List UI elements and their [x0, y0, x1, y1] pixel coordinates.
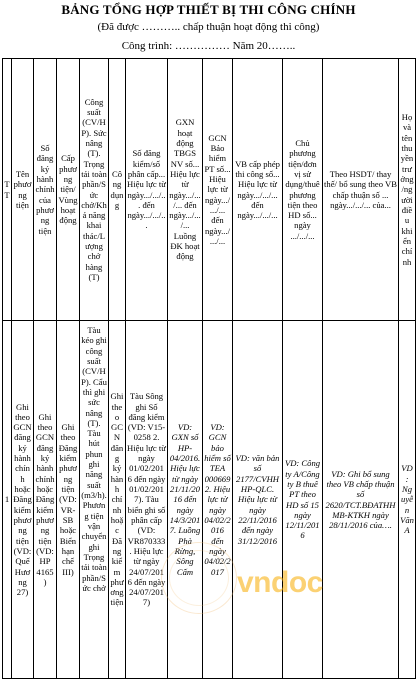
- header-class: Cấp phương tiện/ Vùng hoạt động: [57, 59, 80, 321]
- cell-permit: VD: văn bản số 2177/CVHH HP-QLC. Hiệu lực từ ngày 22/11/2016 đến ngày 31/12/2016: [233, 321, 283, 679]
- cell-inspection: Tàu Sông ghi Số đăng kiểm (VD: V15-0258 2. Hiệu lực từ ngày 01/02/2016 đến ngày 01/02/2017). Tàu biển ghi số phân cấp (VD: VR870333. Hiệu lực từ ngày 24/07/2016 đến ngày 24/07/2017): [126, 321, 168, 679]
- cell-registration: Ghi theo GCN đăng ký hành chính hoặc Đăng kiểm phương tiện (VD: HP 4165): [34, 321, 57, 679]
- cell-owner: VD: Công ty A/Công ty B thuê PT theo HD số 15 ngày 12/11/2016: [283, 321, 323, 679]
- cell-stt: 1: [3, 321, 12, 679]
- watermark-text: vndoc: [237, 566, 323, 599]
- header-insurance: GCN Bảo hiểm PT số... Hiệu lực từ ngày.../.../... đến ngày.../.../...: [203, 59, 233, 321]
- document-title: BẢNG TỔNG HỢP THIẾT BỊ THI CÔNG CHÍNH: [61, 2, 356, 17]
- vndoc-watermark-logo: [237, 566, 397, 606]
- project-line: Công trình: …………… Năm 20……..: [121, 40, 296, 52]
- cell-approval: VD: Ghi bổ sung theo VB chấp thuận số 2620/TCT.BĐATHHMB-KTKH ngày 28/11/2016 của….: [323, 321, 399, 679]
- header-usage: Công dụng: [109, 59, 126, 321]
- header-registration: Số đăng ký hành chính của phương tiện: [34, 59, 57, 321]
- header-permit: VB cấp phép thi công số... Hiệu lực từ ngày.../.../... đến ngày.../.../...: [233, 59, 283, 321]
- cell-class: Ghi theo Đăng kiểm phương tiện (VD: VR-SB hoặc Biển hạn chế III): [57, 321, 80, 679]
- header-inspection: Số đăng kiểm/số phân cấp... Hiệu lực từ ngày.../.../... đến ngày.../.../...: [126, 59, 168, 321]
- header-stt: T T: [3, 59, 12, 321]
- header-gxn: GXN hoạt động TBGS NV số... Hiệu lực từ ngày.../.../... đến ngày.../.../... Luồng ĐK hoạt động: [168, 59, 203, 321]
- header-captain: Họ và tên thuyền trưởng/người điều khiển chính: [399, 59, 416, 321]
- document-subtitle: (Đã được ……….. chấp thuận hoạt động thi công): [97, 21, 320, 33]
- header-owner: Chủ phương tiện/đơn vị sử dụng/thuê phương tiện theo HD số... ngày .../.../...: [283, 59, 323, 321]
- cell-usage: Ghi theo GCN đăng ký hành chính hoặc Đăng kiểm phương tiện: [109, 321, 126, 679]
- table-header-row: [3, 59, 416, 321]
- cell-insurance: VD: GCN bảo hiểm số TEA 000669 2. Hiệu lực từ ngày 04/02/2016 đến ngày 04/02/2017: [203, 321, 233, 679]
- header-capacity: Công suất (CV/HP). Sức nâng (T). Trọng tải toàn phần/Sức chở/Khả năng khai thác/Lượng chở hàng (T): [80, 59, 109, 321]
- cell-vehicle-name: Ghi theo GCN đăng ký hành chính hoặc Đăng kiểm phương tiện (VD: Quế Hương 27): [12, 321, 34, 679]
- watermark-ring-inner: [169, 550, 229, 606]
- header-vehicle-name: Tên phương tiện: [12, 59, 34, 321]
- header-approval: Theo HSDT/ thay thế/ bổ sung theo VB chấp thuận số ... ngày.../.../... của...: [323, 59, 399, 321]
- cell-gxn: VD: GXN số HP-04/2016. Hiệu lực từ ngày 21/11/2016 đến ngày 14/3/2017. Luồng Phà Rừng, Sông Cấm: [168, 321, 203, 679]
- table-row: [3, 321, 416, 679]
- cell-captain: VD: Nguyễn Văn A: [399, 321, 416, 679]
- cell-capacity: Tàu kéo ghi công suất (CV/HP). Cẩu thì ghi sức nâng (T). Tàu hút phun ghi năng suất (m3/h). Phương tiện vận chuyển ghi Trọng tải toàn phần/Sức chở: [80, 321, 109, 679]
